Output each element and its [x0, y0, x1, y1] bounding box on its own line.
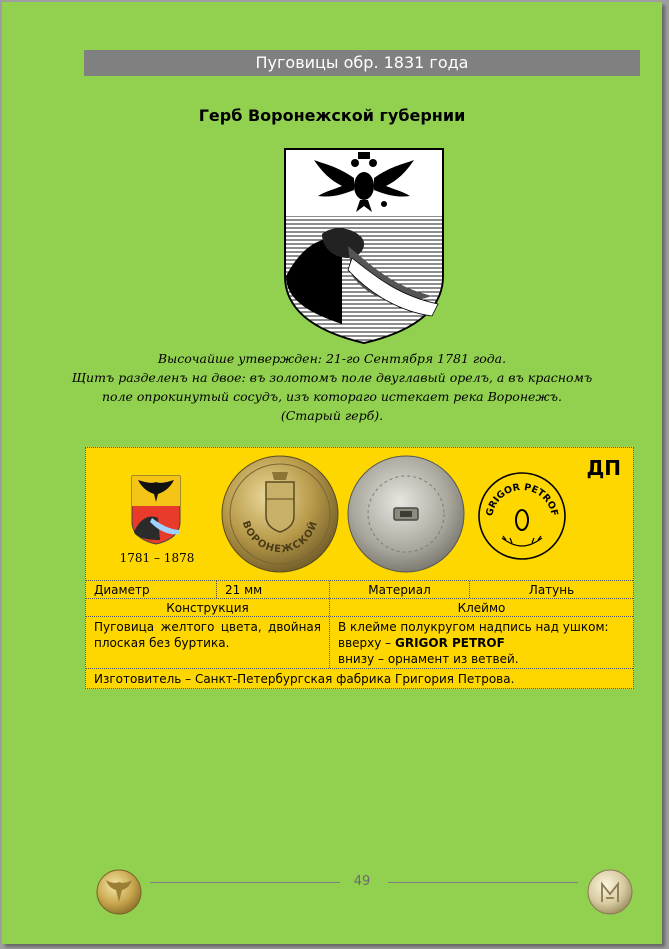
svg-text:GRIGOR PETROF	[484, 482, 560, 517]
footer-divider-right	[388, 882, 578, 883]
section-headers-row	[86, 598, 633, 616]
maker-stamp-image	[476, 470, 568, 562]
maker-mark-label: ДП	[586, 456, 621, 480]
footer-right-button-image	[586, 868, 634, 916]
button-inscription: ВОРОНЕЖСКОЙ	[239, 519, 321, 556]
manufacturer-text: Изготовитель – Санкт-Петербургская фабрика Григория Петрова.	[94, 672, 515, 686]
chapter-header: Пуговицы обр. 1831 года	[84, 50, 640, 76]
page	[2, 2, 662, 944]
description-line: поле опрокинутый сосудъ, изъ котораго истекает река Воронежъ.	[102, 389, 562, 404]
footer-left-button-image	[95, 868, 143, 916]
specs-row	[86, 580, 633, 598]
material-value: Латунь	[469, 581, 633, 598]
button-back-image	[346, 454, 466, 574]
page-number: 49	[353, 874, 371, 889]
stamp-description	[329, 617, 633, 668]
section-title: Герб Воронежской губернии	[198, 106, 466, 125]
diameter-value: 21 мм	[216, 581, 329, 598]
button-front-image	[220, 454, 340, 574]
years-label: 1781 – 1878	[119, 551, 195, 565]
stamp-line-2	[338, 635, 625, 651]
stamp-header: Клеймо	[329, 599, 633, 616]
construction-text: Пуговица желтого цвета, двойная плоская без буртика.	[94, 620, 321, 650]
stamp-line-1: В клейме полукругом надпись над ушком:	[338, 620, 609, 634]
details-row	[86, 616, 633, 668]
images-row	[86, 448, 633, 580]
stamp-inscription: GRIGOR PETROF	[484, 481, 560, 518]
stamp-line-2-prefix: вверху –	[338, 636, 395, 650]
construction-header: Конструкция	[166, 601, 249, 615]
stamp-line-2-bold: GRIGOR PETROF	[394, 636, 505, 650]
coat-of-arms-image	[282, 146, 446, 346]
description-line: (Старый герб).	[280, 408, 384, 423]
description-line: Щитъ разделенъ на двое: въ золотомъ поле двуглавый орелъ, а въ красномъ	[71, 370, 593, 385]
button-info-card	[85, 447, 634, 689]
coat-of-arms-description	[42, 349, 622, 425]
stamp-line-3: внизу – орнамент из ветвей.	[338, 652, 519, 666]
material-label: Материал	[329, 581, 469, 598]
coat-of-arms-color-image	[130, 474, 182, 546]
manufacturer-row	[86, 668, 633, 688]
diameter-label: Диаметр	[94, 583, 150, 597]
footer-divider-left	[150, 882, 340, 883]
description-line: Высочайше утвержден: 21-го Сентября 1781 года.	[157, 351, 507, 366]
